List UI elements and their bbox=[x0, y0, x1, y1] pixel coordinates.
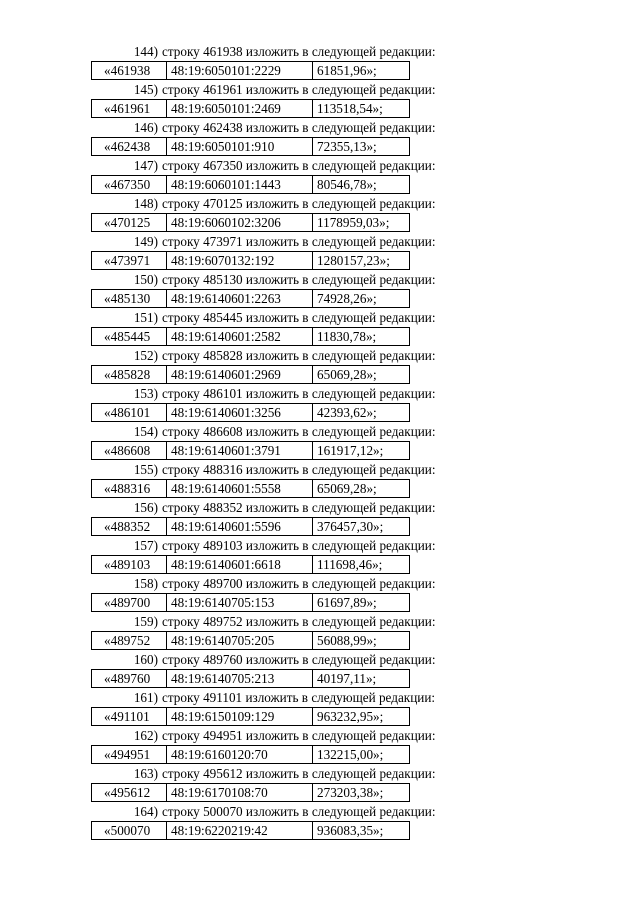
amendment-entry bbox=[0, 81, 640, 119]
amendment-entry bbox=[0, 689, 640, 727]
value-cell: 61851,96»; bbox=[313, 61, 410, 80]
amendment-entry bbox=[0, 765, 640, 803]
amendment-heading bbox=[0, 43, 640, 61]
row-id-cell: «489700 bbox=[91, 593, 167, 612]
row-id-cell: «491101 bbox=[91, 707, 167, 726]
value-cell: 40197,11»; bbox=[313, 669, 410, 688]
cadastral-number-cell: 48:19:6140601:5596 bbox=[167, 517, 313, 536]
amendment-entry bbox=[0, 43, 640, 81]
cadastral-number-cell: 48:19:6140601:2263 bbox=[167, 289, 313, 308]
row-id-cell: «489760 bbox=[91, 669, 167, 688]
amendment-entry bbox=[0, 499, 640, 537]
table-row bbox=[91, 669, 410, 687]
amendment-entry bbox=[0, 347, 640, 385]
table-row bbox=[91, 783, 410, 801]
row-id-cell: «489752 bbox=[91, 631, 167, 650]
amendment-number: 161) bbox=[133, 690, 158, 705]
table-row bbox=[91, 289, 410, 307]
amendment-text: строку 486608 изложить в следующей редакции: bbox=[162, 424, 436, 439]
cadastral-number-cell: 48:19:6060101:1443 bbox=[167, 175, 313, 194]
amendment-text: строку 489752 изложить в следующей редакции: bbox=[162, 614, 436, 629]
amendment-number: 152) bbox=[133, 348, 158, 363]
amendment-number: 164) bbox=[133, 804, 158, 819]
cadastral-number-cell: 48:19:6170108:70 bbox=[167, 783, 313, 802]
amendment-heading bbox=[0, 233, 640, 251]
amendment-heading bbox=[0, 119, 640, 137]
amendment-number: 147) bbox=[133, 158, 158, 173]
amendment-heading bbox=[0, 651, 640, 669]
amendment-entry bbox=[0, 195, 640, 233]
amendment-heading bbox=[0, 537, 640, 555]
value-cell: 936083,35»; bbox=[313, 821, 410, 840]
amendment-text: строку 485828 изложить в следующей редакции: bbox=[162, 348, 436, 363]
cadastral-number-cell: 48:19:6220219:42 bbox=[167, 821, 313, 840]
cadastral-number-cell: 48:19:6140601:2582 bbox=[167, 327, 313, 346]
table-row bbox=[91, 745, 410, 763]
value-cell: 273203,38»; bbox=[313, 783, 410, 802]
document-body bbox=[0, 43, 640, 841]
amendment-text: строку 491101 изложить в следующей редакции: bbox=[162, 690, 436, 705]
amendment-heading bbox=[0, 195, 640, 213]
table-row bbox=[91, 99, 410, 117]
amendment-heading bbox=[0, 271, 640, 289]
row-id-cell: «500070 bbox=[91, 821, 167, 840]
amendment-text: строку 485445 изложить в следующей редакции: bbox=[162, 310, 436, 325]
row-id-cell: «470125 bbox=[91, 213, 167, 232]
row-id-cell: «488316 bbox=[91, 479, 167, 498]
amendment-heading bbox=[0, 575, 640, 593]
amendment-entry bbox=[0, 613, 640, 651]
value-cell: 113518,54»; bbox=[313, 99, 410, 118]
amendment-text: строку 489103 изложить в следующей редакции: bbox=[162, 538, 436, 553]
cadastral-number-cell: 48:19:6070132:192 bbox=[167, 251, 313, 270]
amendment-number: 148) bbox=[133, 196, 158, 211]
value-cell: 161917,12»; bbox=[313, 441, 410, 460]
cadastral-number-cell: 48:19:6140705:213 bbox=[167, 669, 313, 688]
amendment-heading bbox=[0, 461, 640, 479]
table-row bbox=[91, 137, 410, 155]
table-row bbox=[91, 517, 410, 535]
table-row bbox=[91, 365, 410, 383]
row-id-cell: «485828 bbox=[91, 365, 167, 384]
table-row bbox=[91, 61, 410, 79]
table-row bbox=[91, 403, 410, 421]
table-row bbox=[91, 441, 410, 459]
row-id-cell: «488352 bbox=[91, 517, 167, 536]
amendment-entry bbox=[0, 309, 640, 347]
row-id-cell: «461938 bbox=[91, 61, 167, 80]
amendment-text: строку 495612 изложить в следующей редакции: bbox=[162, 766, 436, 781]
amendment-number: 162) bbox=[133, 728, 158, 743]
cadastral-number-cell: 48:19:6150109:129 bbox=[167, 707, 313, 726]
row-id-cell: «494951 bbox=[91, 745, 167, 764]
cadastral-number-cell: 48:19:6050101:2229 bbox=[167, 61, 313, 80]
amendment-text: строку 486101 изложить в следующей редакции: bbox=[162, 386, 436, 401]
value-cell: 376457,30»; bbox=[313, 517, 410, 536]
amendment-entry bbox=[0, 803, 640, 841]
amendment-text: строку 489700 изложить в следующей редакции: bbox=[162, 576, 436, 591]
table-row bbox=[91, 175, 410, 193]
amendment-heading bbox=[0, 803, 640, 821]
row-id-cell: «486101 bbox=[91, 403, 167, 422]
amendment-heading bbox=[0, 81, 640, 99]
amendment-number: 158) bbox=[133, 576, 158, 591]
amendment-entry bbox=[0, 575, 640, 613]
amendment-number: 155) bbox=[133, 462, 158, 477]
amendment-text: строку 494951 изложить в следующей редакции: bbox=[162, 728, 436, 743]
table-row bbox=[91, 707, 410, 725]
amendment-entry bbox=[0, 119, 640, 157]
amendment-text: строку 500070 изложить в следующей редакции: bbox=[162, 804, 436, 819]
amendment-text: строку 489760 изложить в следующей редакции: bbox=[162, 652, 436, 667]
row-id-cell: «486608 bbox=[91, 441, 167, 460]
cadastral-number-cell: 48:19:6140601:5558 bbox=[167, 479, 313, 498]
amendment-heading bbox=[0, 689, 640, 707]
amendment-number: 153) bbox=[133, 386, 158, 401]
table-row bbox=[91, 213, 410, 231]
table-row bbox=[91, 555, 410, 573]
value-cell: 11830,78»; bbox=[313, 327, 410, 346]
value-cell: 80546,78»; bbox=[313, 175, 410, 194]
amendment-text: строку 462438 изложить в следующей редакции: bbox=[162, 120, 436, 135]
row-id-cell: «473971 bbox=[91, 251, 167, 270]
amendment-entry bbox=[0, 727, 640, 765]
amendment-number: 160) bbox=[133, 652, 158, 667]
row-id-cell: «485130 bbox=[91, 289, 167, 308]
row-id-cell: «461961 bbox=[91, 99, 167, 118]
table-row bbox=[91, 631, 410, 649]
amendment-number: 156) bbox=[133, 500, 158, 515]
amendment-number: 163) bbox=[133, 766, 158, 781]
amendment-entry bbox=[0, 537, 640, 575]
amendment-number: 149) bbox=[133, 234, 158, 249]
amendment-entry bbox=[0, 461, 640, 499]
value-cell: 963232,95»; bbox=[313, 707, 410, 726]
amendment-entry bbox=[0, 157, 640, 195]
amendment-number: 159) bbox=[133, 614, 158, 629]
value-cell: 72355,13»; bbox=[313, 137, 410, 156]
amendment-heading bbox=[0, 727, 640, 745]
cadastral-number-cell: 48:19:6050101:2469 bbox=[167, 99, 313, 118]
amendment-entry bbox=[0, 423, 640, 461]
amendment-number: 151) bbox=[133, 310, 158, 325]
amendment-number: 157) bbox=[133, 538, 158, 553]
cadastral-number-cell: 48:19:6050101:910 bbox=[167, 137, 313, 156]
table-row bbox=[91, 821, 410, 839]
amendment-text: строку 467350 изложить в следующей редакции: bbox=[162, 158, 436, 173]
value-cell: 1178959,03»; bbox=[313, 213, 410, 232]
table-row bbox=[91, 251, 410, 269]
amendment-heading bbox=[0, 309, 640, 327]
amendment-text: строку 461938 изложить в следующей редакции: bbox=[162, 44, 436, 59]
amendment-entry bbox=[0, 385, 640, 423]
cadastral-number-cell: 48:19:6140601:3791 bbox=[167, 441, 313, 460]
amendment-number: 146) bbox=[133, 120, 158, 135]
amendment-number: 150) bbox=[133, 272, 158, 287]
row-id-cell: «485445 bbox=[91, 327, 167, 346]
value-cell: 65069,28»; bbox=[313, 365, 410, 384]
row-id-cell: «489103 bbox=[91, 555, 167, 574]
cadastral-number-cell: 48:19:6140601:3256 bbox=[167, 403, 313, 422]
amendment-text: строку 488352 изложить в следующей редакции: bbox=[162, 500, 436, 515]
amendment-entry bbox=[0, 271, 640, 309]
value-cell: 74928,26»; bbox=[313, 289, 410, 308]
amendment-number: 144) bbox=[133, 44, 158, 59]
amendment-entry bbox=[0, 651, 640, 689]
amendment-heading bbox=[0, 765, 640, 783]
cadastral-number-cell: 48:19:6140601:6618 bbox=[167, 555, 313, 574]
value-cell: 1280157,23»; bbox=[313, 251, 410, 270]
amendment-text: строку 473971 изложить в следующей редакции: bbox=[162, 234, 436, 249]
value-cell: 42393,62»; bbox=[313, 403, 410, 422]
amendment-heading bbox=[0, 499, 640, 517]
amendment-heading bbox=[0, 385, 640, 403]
value-cell: 65069,28»; bbox=[313, 479, 410, 498]
cadastral-number-cell: 48:19:6060102:3206 bbox=[167, 213, 313, 232]
table-row bbox=[91, 327, 410, 345]
value-cell: 111698,46»; bbox=[313, 555, 410, 574]
value-cell: 132215,00»; bbox=[313, 745, 410, 764]
amendment-heading bbox=[0, 157, 640, 175]
cadastral-number-cell: 48:19:6160120:70 bbox=[167, 745, 313, 764]
amendment-text: строку 485130 изложить в следующей редакции: bbox=[162, 272, 436, 287]
row-id-cell: «462438 bbox=[91, 137, 167, 156]
amendment-text: строку 470125 изложить в следующей редакции: bbox=[162, 196, 436, 211]
cadastral-number-cell: 48:19:6140705:153 bbox=[167, 593, 313, 612]
amendment-number: 154) bbox=[133, 424, 158, 439]
amendment-text: строку 461961 изложить в следующей редакции: bbox=[162, 82, 436, 97]
cadastral-number-cell: 48:19:6140705:205 bbox=[167, 631, 313, 650]
amendment-entry bbox=[0, 233, 640, 271]
row-id-cell: «495612 bbox=[91, 783, 167, 802]
amendment-text: строку 488316 изложить в следующей редакции: bbox=[162, 462, 436, 477]
value-cell: 61697,89»; bbox=[313, 593, 410, 612]
amendment-heading bbox=[0, 347, 640, 365]
amendment-heading bbox=[0, 613, 640, 631]
table-row bbox=[91, 479, 410, 497]
table-row bbox=[91, 593, 410, 611]
row-id-cell: «467350 bbox=[91, 175, 167, 194]
value-cell: 56088,99»; bbox=[313, 631, 410, 650]
amendment-number: 145) bbox=[133, 82, 158, 97]
amendment-heading bbox=[0, 423, 640, 441]
cadastral-number-cell: 48:19:6140601:2969 bbox=[167, 365, 313, 384]
